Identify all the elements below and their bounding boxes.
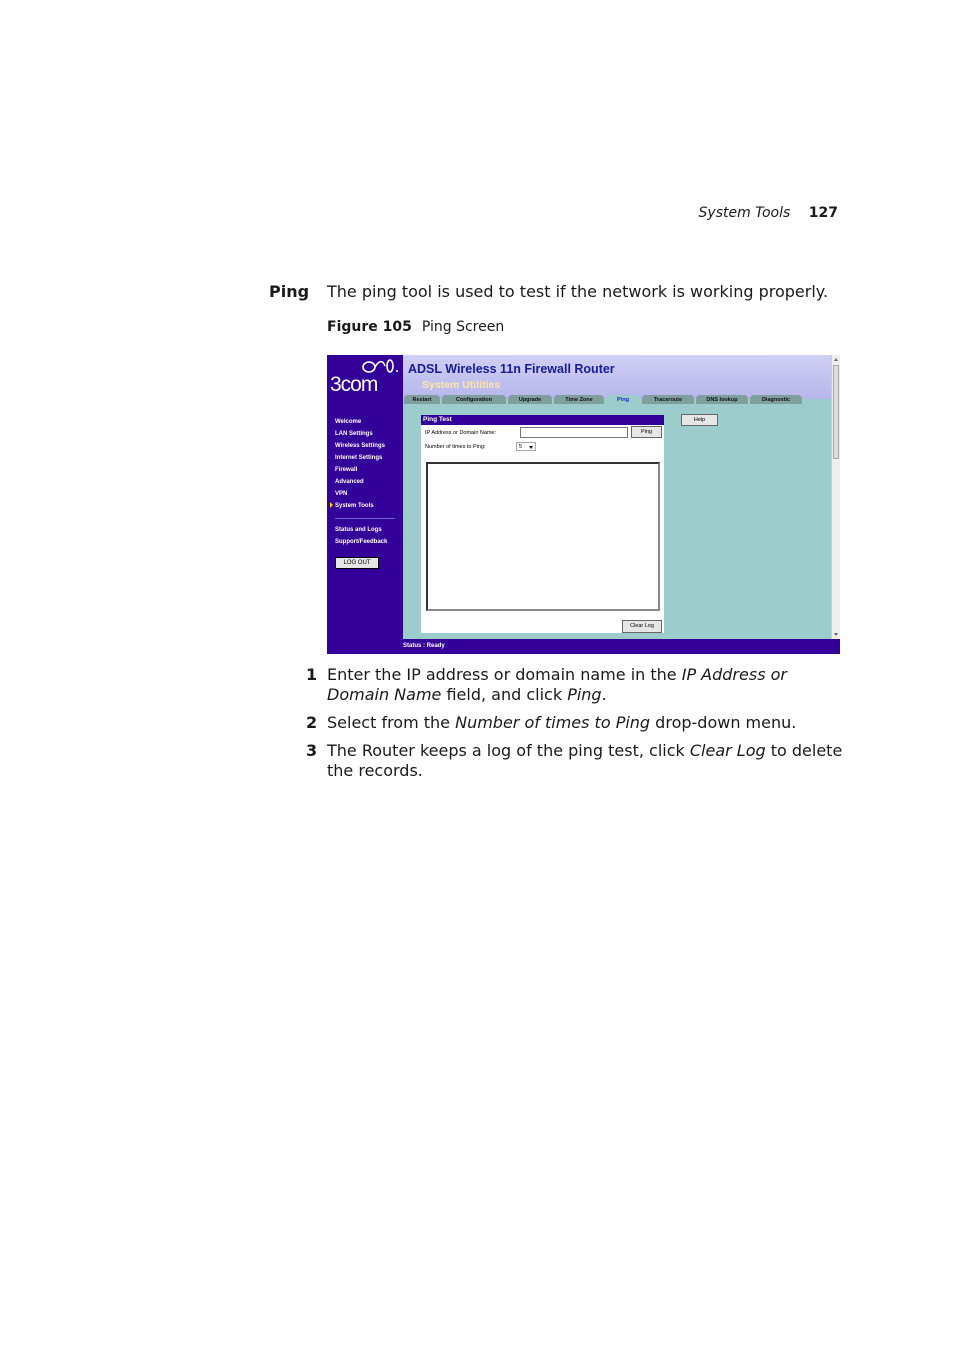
nav-firewall[interactable]: Firewall — [335, 467, 358, 473]
nav-lan-settings[interactable]: LAN Settings — [335, 431, 373, 437]
times-to-ping-value: 5 — [519, 444, 523, 450]
page-number: 127 — [808, 205, 838, 221]
ping-test-panel — [421, 415, 664, 633]
logout-button[interactable]: LOG OUT — [335, 557, 379, 569]
tab-traceroute[interactable]: Traceroute — [642, 395, 694, 404]
scroll-up-icon[interactable] — [834, 358, 838, 361]
chevron-down-icon — [529, 446, 533, 449]
times-to-ping-select[interactable] — [516, 442, 536, 451]
sidebar-nav — [335, 416, 395, 548]
step-number: 1 — [306, 665, 318, 684]
nav-support-feedback[interactable]: Support/Feedback — [335, 539, 388, 545]
nav-advanced[interactable]: Advanced — [335, 479, 364, 485]
step-3 — [306, 741, 851, 781]
3com-swirl-icon — [361, 358, 401, 374]
step-text: Select from the — [327, 713, 456, 732]
scroll-thumb[interactable] — [833, 365, 839, 459]
3com-logo: 3com — [330, 373, 378, 396]
nav-wireless-settings[interactable]: Wireless Settings — [335, 443, 385, 449]
tab-dns-lookup[interactable]: DNS lookup — [696, 395, 748, 404]
sidebar — [327, 355, 403, 654]
nav-vpn[interactable]: VPN — [335, 491, 348, 497]
step-number: 3 — [306, 741, 318, 760]
figure-title: Ping Screen — [421, 319, 505, 335]
step-text: . — [601, 685, 607, 704]
section-intro: The ping tool is used to test if the network is working properly. — [327, 282, 829, 301]
scrollbar[interactable] — [831, 355, 840, 639]
nav-welcome[interactable]: Welcome — [335, 419, 362, 425]
step-1 — [306, 665, 851, 705]
help-button[interactable]: Help — [681, 414, 718, 426]
active-nav-arrow-icon — [330, 502, 333, 508]
section-title: Ping — [269, 282, 310, 301]
figure-label: Figure 105 — [327, 319, 412, 335]
ping-log-textarea[interactable] — [426, 462, 660, 611]
tab-diagnostic[interactable]: Diagnostic — [750, 395, 802, 404]
app-subtitle: System Utilities — [422, 379, 501, 391]
step-text: drop-down menu. — [650, 713, 797, 732]
tab-configuration[interactable]: Configuration — [442, 395, 506, 404]
scroll-down-icon[interactable] — [834, 633, 838, 636]
nav-system-tools[interactable]: System Tools — [335, 503, 374, 509]
tab-ping[interactable]: Ping — [606, 395, 640, 404]
step-emphasis: Ping — [567, 685, 602, 704]
times-to-ping-label: Number of times to Ping: — [425, 444, 486, 450]
steps-list — [306, 665, 851, 789]
ip-address-input[interactable] — [520, 427, 628, 438]
clear-log-button[interactable]: Clear Log — [622, 620, 662, 633]
ping-button[interactable]: Ping — [631, 426, 662, 438]
tab-time-zone[interactable]: Time Zone — [554, 395, 604, 404]
status-bar: Status : Ready — [403, 639, 840, 654]
panel-title: Ping Test — [421, 415, 664, 425]
step-emphasis: Clear Log — [689, 741, 766, 760]
step-2 — [306, 713, 851, 733]
step-text: to delete the records. — [327, 741, 843, 780]
app-title: ADSL Wireless 11n Firewall Router — [408, 362, 615, 376]
step-text: The Router keeps a log of the ping test, click — [327, 741, 690, 760]
figure-caption — [327, 319, 504, 335]
app-header — [403, 355, 840, 399]
ip-address-label: IP Address or Domain Name: — [425, 430, 497, 436]
tab-restart[interactable]: Restart — [404, 395, 440, 404]
step-number: 2 — [306, 713, 318, 732]
running-header — [600, 205, 838, 221]
nav-divider — [335, 518, 395, 519]
router-screenshot — [327, 355, 840, 654]
nav-status-and-logs[interactable]: Status and Logs — [335, 527, 382, 533]
step-text: field, and click — [441, 685, 568, 704]
step-emphasis: Number of times to Ping — [455, 713, 651, 732]
step-text: Enter the IP address or domain name in the — [327, 665, 682, 684]
step-emphasis: IP Address or Domain Name — [327, 665, 787, 704]
nav-internet-settings[interactable]: Internet Settings — [335, 455, 383, 461]
running-header-section: System Tools — [698, 205, 791, 221]
tab-upgrade[interactable]: Upgrade — [508, 395, 552, 404]
